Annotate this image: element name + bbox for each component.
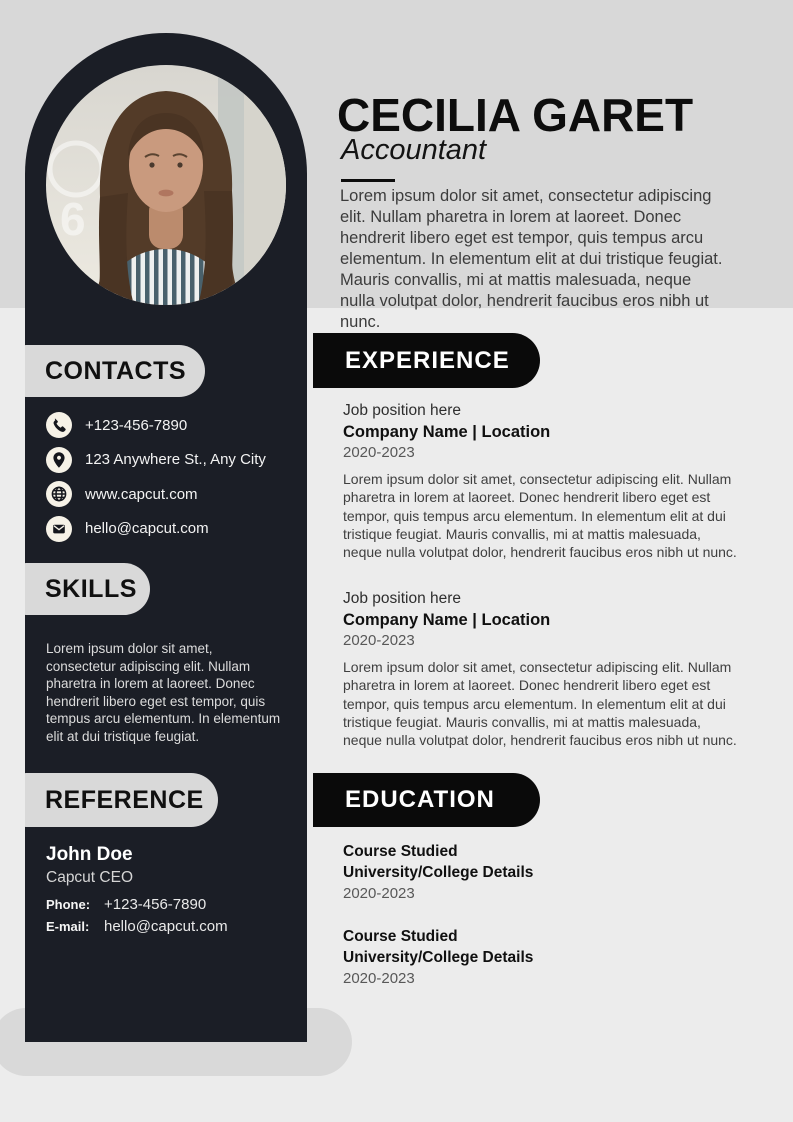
- contact-address-value: 123 Anywhere St., Any City: [85, 451, 266, 468]
- experience-heading: EXPERIENCE: [345, 346, 510, 374]
- reference-email-label: E-mail:: [46, 919, 90, 934]
- company-name: Company Name | Location: [343, 423, 551, 441]
- contact-website: [46, 481, 291, 507]
- contact-address: [46, 447, 291, 473]
- contact-list: [46, 412, 291, 550]
- reference-phone-value: +123-456-7890: [104, 896, 207, 913]
- reference-heading-pill: [25, 773, 218, 827]
- education-heading: EDUCATION: [345, 786, 495, 813]
- contacts-heading: CONTACTS: [45, 356, 187, 385]
- contact-email-value: hello@capcut.com: [85, 520, 209, 537]
- education-dates: 2020-2023: [343, 885, 415, 902]
- skills-heading-pill: [25, 563, 150, 615]
- contact-phone-value: +123-456-7890: [85, 416, 188, 434]
- course-name: Course Studied: [343, 928, 458, 945]
- education-heading-pill: [313, 773, 540, 827]
- contact-email: [46, 516, 291, 542]
- reference-role: Capcut CEO: [46, 869, 134, 886]
- reference-block: [46, 843, 286, 938]
- profile-photo: [46, 65, 286, 305]
- experience-heading-pill: [313, 333, 540, 388]
- reference-name: John Doe: [46, 844, 133, 865]
- education-entry: [343, 926, 739, 989]
- profile-photo-illustration: [46, 65, 286, 305]
- job-position: Job position here: [343, 402, 462, 419]
- reference-phone-row: [46, 894, 286, 916]
- job-description: Lorem ipsum dolor sit amet, consectetur adipiscing elit. Nullam pharetra in lorem at laoreet. Donec hendrerit libero eget est tempor, quis tempus arcu elementum. In elementum elit at dui tristique feugiat. Mauris convallis, mi at mattis malesuada, neque nulla volutpat dolor, hendrerit faucibus eros nibh ut nunc.: [343, 659, 737, 749]
- email-icon: [46, 516, 72, 542]
- svg-text:6: 6: [60, 193, 86, 245]
- reference-email-value: hello@capcut.com: [104, 918, 228, 935]
- person-job-title: Accountant: [341, 134, 487, 166]
- job-dates: 2020-2023: [343, 444, 415, 461]
- skills-heading: SKILLS: [45, 574, 137, 603]
- location-icon: [46, 447, 72, 473]
- experience-entry: [343, 589, 739, 749]
- course-name: Course Studied: [343, 843, 458, 860]
- job-dates: 2020-2023: [343, 632, 415, 649]
- university-details: University/College Details: [343, 864, 534, 881]
- person-name: CECILIA GARET: [337, 89, 694, 141]
- reference-email-row: [46, 916, 286, 938]
- job-description: Lorem ipsum dolor sit amet, consectetur adipiscing elit. Nullam pharetra in lorem at laoreet. Donec hendrerit libero eget est tempor, quis tempus arcu elementum. In elementum elit at dui tristique feugiat. Mauris convallis, mi at mattis malesuada, neque nulla volutpat dolor, hendrerit faucibus eros nibh ut nunc.: [343, 471, 737, 561]
- title-underline: [341, 179, 395, 182]
- reference-heading: REFERENCE: [45, 785, 204, 814]
- reference-phone-label: Phone:: [46, 897, 91, 912]
- contact-website-value: www.capcut.com: [85, 485, 198, 503]
- university-details: University/College Details: [343, 949, 534, 966]
- experience-entry: [343, 401, 739, 561]
- company-name: Company Name | Location: [343, 611, 551, 629]
- education-entry: [343, 841, 739, 904]
- globe-icon: [46, 481, 72, 507]
- skills-text: Lorem ipsum dolor sit amet, consectetur adipiscing elit. Nullam pharetra in lorem at laoreet. Donec hendrerit libero eget est tempor, quis tempus arcu elementum. In elementum elit at dui tristique feugiat.: [46, 641, 281, 744]
- education-dates: 2020-2023: [343, 970, 415, 987]
- contact-phone: [46, 412, 291, 438]
- contacts-heading-pill: [25, 345, 205, 397]
- job-position: Job position here: [343, 590, 462, 607]
- phone-icon: [46, 412, 72, 438]
- profile-summary: Lorem ipsum dolor sit amet, consectetur adipiscing elit. Nullam pharetra in lorem at laoreet. Donec hendrerit libero eget est tempor, quis tempus arcu elementum. In elementum elit at dui tristique feugiat. Mauris convallis, mi at mattis malesuada, neque nulla volutpat dolor, hendrerit faucibus eros nibh ut nunc.: [340, 187, 723, 331]
